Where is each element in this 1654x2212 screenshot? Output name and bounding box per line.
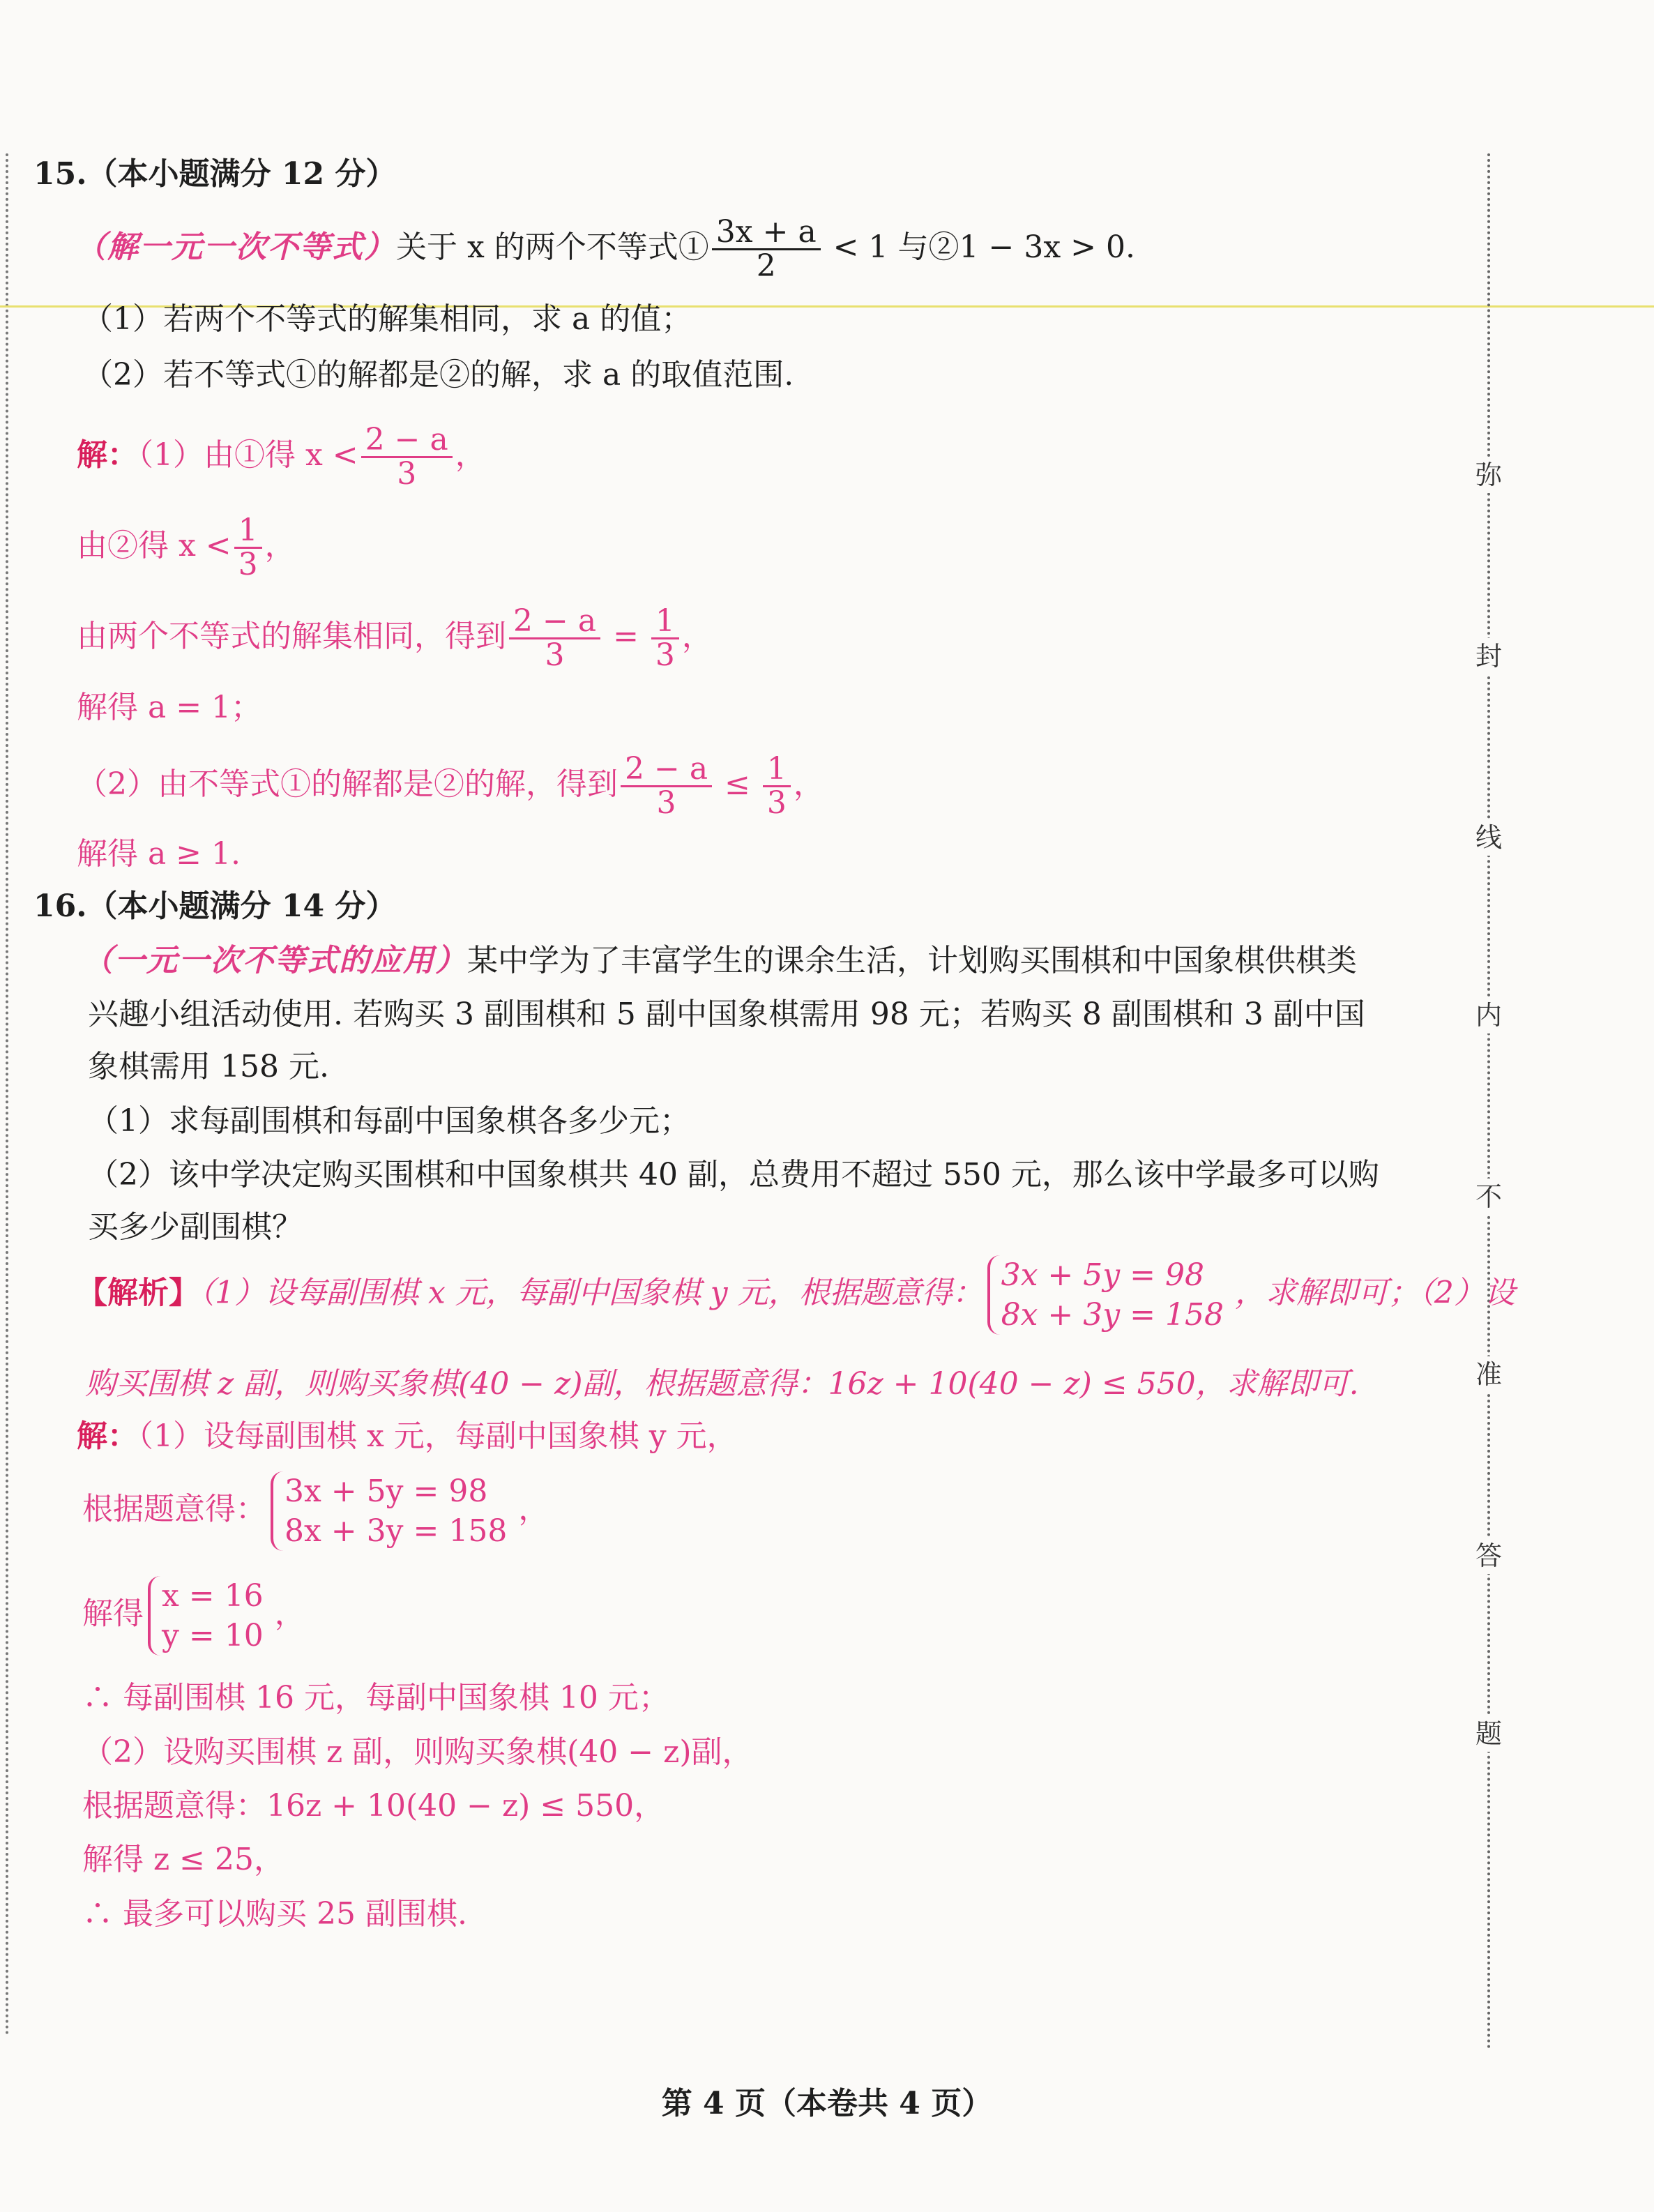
page-footer: 第 4 页（本卷共 4 页） — [661, 2086, 993, 2121]
seal-char: 弥 — [1464, 457, 1513, 493]
q16-analysis-line1 — [77, 1255, 1515, 1335]
text: 解得 — [82, 1596, 144, 1632]
q16-part2-line2: 买多少副围棋？ — [88, 1209, 303, 1245]
fraction — [361, 424, 453, 490]
q15-stem-a: 关于 x 的两个不等式① — [396, 229, 709, 266]
text: （1）设每副围棋 x 元，每副中国象棋 y 元，根据题意得： — [199, 1275, 983, 1311]
q16-sol-2 — [82, 1471, 549, 1551]
q16-sol-1 — [77, 1416, 738, 1457]
q16-stem-line3: 象棋需用 158 元. — [88, 1049, 329, 1084]
seal-dotted-line — [1487, 153, 1490, 2050]
q16-tag: （一元一次不等式的应用） — [82, 943, 467, 978]
q16-sol-6: 根据题意得：16z + 10(40 − z) ≤ 550， — [82, 1788, 665, 1824]
q16-sol-7: 解得 z ≤ 25， — [82, 1842, 284, 1877]
text: ， — [264, 528, 296, 564]
text: ≤ — [715, 766, 760, 803]
equation-system — [987, 1255, 1231, 1335]
left-margin-dotted-line — [6, 153, 8, 2036]
equation: y = 10 — [162, 1618, 264, 1654]
equation-system — [271, 1471, 514, 1551]
q16-sol-3 — [82, 1576, 305, 1656]
fraction — [509, 605, 600, 672]
text: ， — [518, 1491, 549, 1527]
fraction — [621, 753, 712, 819]
frac-num: 1 — [234, 515, 262, 549]
q15-stem-fraction — [712, 214, 821, 285]
q15-sol-6: 解得 a ≥ 1. — [77, 836, 241, 872]
equation: 8x + 3y = 158 — [284, 1513, 508, 1550]
q16-stem-line1 — [82, 940, 1357, 982]
q16-sol-5: （2）设购买围棋 z 副，则购买象棋(40 − z)副， — [82, 1734, 753, 1770]
q15-part2: （2）若不等式①的解都是②的解，求 a 的取值范围. — [82, 357, 794, 393]
q15-header: 15.（本小题满分 12 分） — [33, 156, 397, 192]
frac-den: 3 — [766, 785, 787, 821]
fraction — [651, 605, 679, 672]
text: （1）设每副围棋 x 元，每副中国象棋 y 元， — [138, 1418, 738, 1454]
seal-line — [1475, 153, 1502, 2050]
seal-char: 题 — [1464, 1715, 1513, 1752]
text: （2）由不等式①的解都是②的解，得到 — [77, 766, 618, 803]
q16-stem-line2: 兴趣小组活动使用. 若购买 3 副围棋和 5 副中国象棋需用 98 元；若购买 8 副围棋和 3 副中国 — [88, 997, 1365, 1032]
q15-stem — [75, 214, 1135, 285]
equation: 8x + 3y = 158 — [1001, 1297, 1224, 1333]
q15-sol-2 — [77, 515, 296, 581]
frac-den: 3 — [656, 785, 676, 821]
text: ， — [681, 619, 713, 655]
text: 由两个不等式的解集相同，得到 — [77, 619, 506, 655]
frac-den: 3 — [397, 456, 417, 492]
q15-sol-label: 解： — [77, 437, 138, 474]
seal-char: 不 — [1464, 1179, 1513, 1215]
frac-num: 2 − a — [361, 424, 453, 458]
text: 根据题意得： — [82, 1491, 266, 1527]
text: ，求解即可；（2）设 — [1234, 1275, 1515, 1311]
q16-analysis-line2: 购买围棋 z 副，则购买象棋(40 − z)副，根据题意得：16z + 10(40 − z) ≤ 550，求解即可. — [85, 1366, 1359, 1402]
q15-part1: （1）若两个不等式的解集相同，求 a 的值； — [82, 301, 692, 337]
q16-sol-label: 解： — [77, 1418, 138, 1454]
q16-sol-4: ∴ 每副围棋 16 元，每副中国象棋 10 元； — [82, 1680, 669, 1715]
q15-tag: （解一元一次不等式） — [75, 229, 396, 266]
q16-analysis-label: 【解析】 — [77, 1275, 199, 1311]
frac-den: 3 — [545, 637, 565, 674]
equation: x = 16 — [162, 1578, 264, 1614]
q15-sol-1 — [77, 424, 486, 490]
q15-stem-b: < 1 与②1 − 3x > 0. — [823, 229, 1135, 266]
text: = — [603, 619, 648, 655]
frac-num: 3x + a — [712, 216, 821, 250]
fraction — [234, 515, 262, 581]
text: 由②得 x < — [77, 528, 232, 564]
text: ， — [455, 437, 486, 474]
text: 某中学为了丰富学生的课余生活，计划购买围棋和中国象棋供棋类 — [467, 943, 1357, 978]
q16-sol-8: ∴ 最多可以购买 25 副围棋. — [82, 1896, 467, 1932]
equation-system — [148, 1576, 271, 1656]
frac-num: 1 — [651, 605, 679, 639]
frac-den: 2 — [756, 248, 776, 285]
text: ， — [793, 766, 824, 803]
q15-sol-5 — [77, 753, 824, 819]
q16-part1: （1）求每副围棋和每副中国象棋各多少元； — [88, 1103, 690, 1139]
q16-header: 16.（本小题满分 14 分） — [33, 888, 397, 924]
frac-num: 1 — [763, 753, 791, 787]
frac-den: 3 — [238, 547, 258, 583]
equation: 3x + 5y = 98 — [284, 1474, 488, 1509]
fraction — [763, 753, 791, 819]
seal-char: 答 — [1464, 1538, 1513, 1574]
q15-sol-3 — [77, 605, 713, 672]
text: （1）由①得 x < — [138, 437, 358, 474]
q16-part2-line1: （2）该中学决定购买围棋和中国象棋共 40 副，总费用不超过 550 元，那么该中学最多可以购 — [88, 1157, 1379, 1192]
seal-char: 封 — [1464, 638, 1513, 674]
q15-sol-4: 解得 a = 1； — [77, 690, 262, 725]
seal-char: 准 — [1464, 1356, 1513, 1393]
equation: 3x + 5y = 98 — [1001, 1257, 1204, 1293]
seal-char: 线 — [1464, 819, 1513, 856]
text: ， — [274, 1596, 305, 1632]
frac-num: 2 − a — [621, 753, 712, 787]
seal-char: 内 — [1464, 997, 1513, 1033]
frac-num: 2 − a — [509, 605, 600, 639]
frac-den: 3 — [655, 637, 675, 674]
